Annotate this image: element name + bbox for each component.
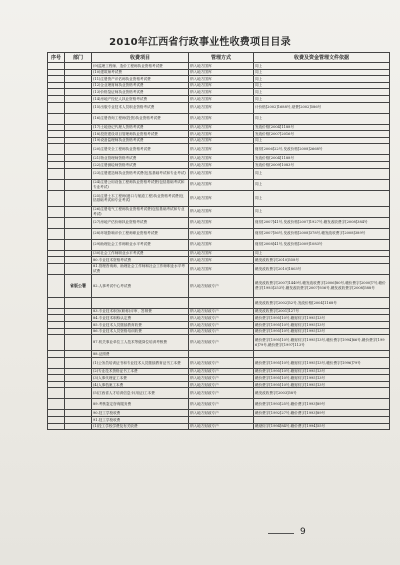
cell-no xyxy=(48,137,65,144)
table-row xyxy=(48,351,390,358)
cell-doc: 发改价格[2007]2016号 xyxy=(254,131,390,138)
cell-way: 纳入地方国库 xyxy=(189,206,254,217)
cell-way: 纳入地方国库 xyxy=(189,250,254,257)
cell-doc: 同上 xyxy=(254,168,390,179)
cell-no xyxy=(48,113,65,124)
cell-way: 纳入地方财政专户 xyxy=(189,315,254,322)
cell-way: 纳入地方财政专户 xyxy=(189,357,254,368)
cell-dept xyxy=(65,76,92,83)
cell-doc: 同上 xyxy=(254,190,390,206)
cell-dept xyxy=(65,410,92,417)
table-row xyxy=(48,321,390,328)
cell-way: 纳入地方财政专户 xyxy=(189,328,254,335)
cell-way: 纳入地方国库 xyxy=(189,113,254,124)
cell-doc: 赣发改收费字[2001]127号 xyxy=(254,308,390,315)
cell-no xyxy=(48,328,65,335)
page-number-rule xyxy=(268,533,294,534)
cell-doc: 赣价费字[1995]10号,赣财综字[1995]13号,赣价费字[1996]79号 xyxy=(254,357,390,368)
cell-dept xyxy=(65,308,92,315)
cell-doc: 同上 xyxy=(254,82,390,89)
cell-dept xyxy=(65,417,92,424)
cell-no xyxy=(48,102,65,113)
cell-dept xyxy=(65,69,92,76)
cell-way: 纳入地方国库 xyxy=(189,155,254,162)
cell-dept xyxy=(65,206,92,217)
cell-item: (24)注册公用设备工程师执业资格考试费(包括基础考试和专业考试) xyxy=(92,179,189,190)
cell-doc: 赣发改收费字[2007]1449号,赣发改收费字[2006]80号,赣价费字[2000]7号,赣价费字[1993]253号,赣发改收费字[2007]936号,赣发改收费字[2008]588号 xyxy=(254,274,390,297)
cell-dept xyxy=(65,124,92,131)
cell-way: 纳入地方财政专户 xyxy=(189,368,254,375)
cell-no xyxy=(48,69,65,76)
table-row xyxy=(48,82,390,89)
table-row xyxy=(48,410,390,417)
cell-dept xyxy=(65,357,92,368)
table-body xyxy=(48,63,390,430)
cell-way: 纳入地方国库 xyxy=(189,179,254,190)
cell-item: 84.专业技术职称认定费 xyxy=(92,315,189,322)
cell-item: (17)土地登记代理人资格考试费 xyxy=(92,124,189,131)
table-row xyxy=(48,168,390,179)
cell-dept xyxy=(65,63,92,70)
cell-no xyxy=(48,82,65,89)
cell-item: (19)设备监理师执业资格考试费 xyxy=(92,137,189,144)
cell-way: 纳入地方国库 xyxy=(189,239,254,250)
table-row xyxy=(48,124,390,131)
cell-no xyxy=(48,297,65,308)
header-no: 序号 xyxy=(48,53,65,63)
table-row xyxy=(48,274,390,297)
cell-doc: 赣发改收费字[2010]558号 xyxy=(254,257,390,264)
cell-way: 纳入地方国库 xyxy=(189,63,254,70)
cell-no xyxy=(48,274,65,297)
cell-way: 纳入地方财政专户 xyxy=(189,375,254,382)
cell-item: (10)建筑师考试费 xyxy=(92,69,189,76)
table-row xyxy=(48,368,390,375)
cell-doc: 发改价格[2009]1083号 xyxy=(254,161,390,168)
cell-no xyxy=(48,228,65,239)
cell-item: (21)物业管理师资格考试费 xyxy=(92,155,189,162)
cell-doc: 同上 xyxy=(254,95,390,102)
cell-item: 91.技工学校收费 xyxy=(92,417,189,424)
cell-doc: 同上 xyxy=(254,250,390,257)
table-row xyxy=(48,89,390,96)
cell-doc: 同上 xyxy=(254,76,390,83)
cell-way: 纳入地方财政专户 xyxy=(189,410,254,417)
cell-item: (18)投资建设项目管理师执业资格考试费 xyxy=(92,131,189,138)
cell-item: (26)注册电气工程师执业资格考试费(包括基础考试和专业考试) xyxy=(92,206,189,217)
cell-item: (25)注册土木工程师(港口与航道工程)执业资格考试费(包括基础考试和专业考试) xyxy=(92,190,189,206)
cell-doc: 赣价费字[1995]10号,赣财综字[1995]13号 xyxy=(254,368,390,375)
cell-dept xyxy=(65,155,92,162)
table-row xyxy=(48,190,390,206)
table-row xyxy=(48,417,390,424)
cell-item: (30)社会工作师职业水平考试费 xyxy=(92,250,189,257)
cell-item: (29)助理社会工作师职业水平考试费 xyxy=(92,239,189,250)
cell-way: 纳入地方财政专户 xyxy=(189,335,254,351)
cell-way: 纳入地方国库 xyxy=(189,82,254,89)
cell-dept xyxy=(65,250,92,257)
table-row xyxy=(48,308,390,315)
cell-dept xyxy=(65,239,92,250)
cell-dept xyxy=(65,368,92,375)
cell-item: 88.证照费 xyxy=(92,351,189,358)
cell-dept xyxy=(65,217,92,228)
cell-no xyxy=(48,206,65,217)
header-way: 管理方式 xyxy=(189,53,254,63)
cell-dept xyxy=(65,381,92,388)
cell-way: 纳入地方国库 xyxy=(189,263,254,274)
cell-dept xyxy=(65,388,92,399)
cell-way: 纳入地方国库 xyxy=(189,190,254,206)
table-row xyxy=(48,315,390,322)
cell-item: 82.人事考试中心考试费 xyxy=(92,274,189,297)
table-row xyxy=(48,328,390,335)
cell-dept xyxy=(65,315,92,322)
cell-no xyxy=(48,257,65,264)
cell-doc: 赣价费字[1995]10号,赣财综字[1995]13号 xyxy=(254,381,390,388)
cell-doc: 同上 xyxy=(254,63,390,70)
cell-no xyxy=(48,357,65,368)
cell-way: 纳入地方国库 xyxy=(189,257,254,264)
cell-way: 纳入地方国库 xyxy=(189,228,254,239)
cell-item: (20)注册安全工程师执业资格考试费 xyxy=(92,144,189,155)
cell-doc: 赣发改收费字[2003]58号 xyxy=(254,388,390,399)
cell-item: (28)环境影响评价工程师职业资格考试费 xyxy=(92,228,189,239)
cell-dept xyxy=(65,321,92,328)
cell-no xyxy=(48,63,65,70)
cell-item xyxy=(92,297,189,308)
cell-no xyxy=(48,417,65,424)
table-row xyxy=(48,388,390,399)
cell-dept xyxy=(65,257,92,264)
cell-no xyxy=(48,263,65,274)
cell-no xyxy=(48,351,65,358)
cell-way: 纳入地方国库 xyxy=(189,144,254,155)
cell-doc: 赣价费字[1992]27号,赣价费字[1993]89号 xyxy=(254,410,390,417)
cell-dept xyxy=(65,113,92,124)
cell-no xyxy=(48,161,65,168)
cell-item: (2)专业技术资格证书工本费 xyxy=(92,368,189,375)
cell-way: 纳入地方国库 xyxy=(189,168,254,179)
cell-item: (13)价格鉴证师执业资格考试费 xyxy=(92,89,189,96)
cell-no xyxy=(48,321,65,328)
cell-no xyxy=(48,381,65,388)
cell-item: (15)出版专业技术人员职业资格考试费 xyxy=(92,102,189,113)
table-row xyxy=(48,399,390,410)
cell-no xyxy=(48,168,65,179)
cell-dept xyxy=(65,89,92,96)
cell-no xyxy=(48,308,65,315)
cell-no xyxy=(48,217,65,228)
table-row xyxy=(48,381,390,388)
cell-dept xyxy=(65,328,92,335)
cell-item: 83.专业技术职务(职称)评审、答辩费 xyxy=(92,308,189,315)
table-row xyxy=(48,102,390,113)
table-row xyxy=(48,206,390,217)
cell-no xyxy=(48,388,65,399)
cell-dept xyxy=(65,375,92,382)
cell-no xyxy=(48,124,65,131)
cell-doc: 发改价格[2004]1188号 xyxy=(254,155,390,162)
cell-way: 纳入地方国库 xyxy=(189,76,254,83)
cell-dept xyxy=(65,399,92,410)
cell-way: 纳入地方国库 xyxy=(189,69,254,76)
cell-dept xyxy=(65,131,92,138)
cell-dept xyxy=(65,161,92,168)
cell-item: 89.考核鉴定咨询服务费 xyxy=(92,399,189,410)
cell-way: 纳入地方国库 xyxy=(189,89,254,96)
cell-item: (22)注册测绘师资格考试费 xyxy=(92,161,189,168)
cell-no xyxy=(48,144,65,155)
cell-dept xyxy=(65,423,92,430)
cell-doc: 赣发改收费字[2010]1803号 xyxy=(254,263,390,274)
cell-item: (23)注册建造师执业资格考试费(包括基础考试和专业考试) xyxy=(92,168,189,179)
table-row xyxy=(48,423,390,430)
cell-doc: 财综[2007]56号,发改价格[2008]378号,赣发改收费字[2008]389号 xyxy=(254,228,390,239)
cell-way: 纳入地方财政专户 xyxy=(189,388,254,399)
cell-item: (4)人事档案工本费 xyxy=(92,381,189,388)
cell-way: 纳入地方财政专户 xyxy=(189,274,254,297)
cell-no xyxy=(48,95,65,102)
cell-doc: 同上 xyxy=(254,206,390,217)
cell-doc: 同上 xyxy=(254,179,390,190)
cell-way xyxy=(189,351,254,358)
cell-item: 90.技工学校收费 xyxy=(92,410,189,417)
page-title: 2010年江西省行政事业性收费项目目录 xyxy=(109,37,291,48)
cell-no xyxy=(48,131,65,138)
cell-way: 纳入地方国库 xyxy=(189,161,254,168)
cell-dept xyxy=(65,297,92,308)
cell-dept xyxy=(65,351,92,358)
cell-way: 纳入地方国库 xyxy=(189,102,254,113)
cell-item: (5)江西省人才培训信息卡(用证)工本费 xyxy=(92,388,189,399)
cell-dept xyxy=(65,190,92,206)
cell-doc: 计价格[2002]1688号,财费[2002]586号 xyxy=(254,102,390,113)
cell-way: 纳入地方财政专户 xyxy=(189,321,254,328)
cell-way xyxy=(189,417,254,424)
cell-item: 85.专业技术人员继续教育收费 xyxy=(92,321,189,328)
cell-dept xyxy=(65,144,92,155)
cell-dept xyxy=(65,263,92,274)
cell-doc xyxy=(254,351,390,358)
table-row xyxy=(48,179,390,190)
cell-item: (11)注册资产评估师执业资格考试费 xyxy=(92,76,189,83)
cell-doc: 赣发改收费字[2002]52号,发改价格[2004]1168号 xyxy=(254,297,390,308)
cell-way: 纳入地方国库 xyxy=(189,217,254,228)
cell-item: 80.专业技术资格考试费 xyxy=(92,257,189,264)
table-row xyxy=(48,228,390,239)
cell-doc: 同上 xyxy=(254,89,390,96)
fee-table xyxy=(47,52,390,430)
cell-dept xyxy=(65,95,92,102)
cell-dept-label: 省版公署 xyxy=(65,274,92,297)
cell-no xyxy=(48,368,65,375)
cell-item: 86.专业技术人员资格培训收费 xyxy=(92,328,189,335)
cell-no xyxy=(48,335,65,351)
cell-no xyxy=(48,423,65,430)
cell-no xyxy=(48,315,65,322)
cell-way: 纳入地方国库 xyxy=(189,124,254,131)
cell-dept xyxy=(65,168,92,179)
cell-doc: 赣价费字[1995]10号,赣财综字[1995]13号 xyxy=(254,321,390,328)
cell-doc: 同上 xyxy=(254,69,390,76)
table-row xyxy=(48,131,390,138)
cell-dept xyxy=(65,82,92,89)
cell-doc: 同上 xyxy=(254,113,390,124)
cell-no xyxy=(48,399,65,410)
cell-no xyxy=(48,155,65,162)
table-row xyxy=(48,155,390,162)
cell-dept xyxy=(65,335,92,351)
cell-dept xyxy=(65,137,92,144)
cell-no xyxy=(48,250,65,257)
cell-way: 纳入地方国库 xyxy=(189,95,254,102)
table-row xyxy=(48,297,390,308)
cell-no xyxy=(48,410,65,417)
cell-way: 纳入地方财政专户 xyxy=(189,399,254,410)
header-doc: 收费及资金管理文件依据 xyxy=(254,53,390,63)
table-row xyxy=(48,375,390,382)
table-row xyxy=(48,335,390,351)
cell-no xyxy=(48,89,65,96)
cell-no xyxy=(48,179,65,190)
cell-item: (16)注册咨询工程师(投资)执业资格考试费 xyxy=(92,113,189,124)
cell-dept xyxy=(65,228,92,239)
table-row xyxy=(48,63,390,70)
cell-doc: 赣价费字[1995]10号,赣财综字[1995]13号 xyxy=(254,375,390,382)
cell-item: (9)监理工程师、造价工程师执业资格考试费 xyxy=(92,63,189,70)
cell-doc: 赣价费字[1993]25号,赣价费字[1993]89号 xyxy=(254,399,390,410)
table-row xyxy=(48,357,390,368)
cell-way: 纳入地方财政专户 xyxy=(189,308,254,315)
header-item: 收费项目 xyxy=(92,53,189,63)
cell-doc xyxy=(254,417,390,424)
cell-doc: 发改价格[2004]1188号 xyxy=(254,124,390,131)
table-row xyxy=(48,257,390,264)
cell-dept xyxy=(65,102,92,113)
cell-no xyxy=(48,76,65,83)
table-row xyxy=(48,137,390,144)
cell-item: (3)人事代理证工本费 xyxy=(92,375,189,382)
cell-doc: 赣价费字[1995]10号,赣财综字[1995]13号,赣价费字[1994]66号,赣价费字[1996]79号,赣价费字[1997]113号 xyxy=(254,335,390,351)
cell-item: (27)房地产估价师执业资格考试费 xyxy=(92,217,189,228)
cell-doc: 赣财综字[1994]84号,赣价费字[1994]55号 xyxy=(254,423,390,430)
cell-way: 纳入地方国库 xyxy=(189,137,254,144)
table-header-row xyxy=(48,53,390,63)
cell-doc: 赣价费字[1995]10号,赣财综字[1995]13号 xyxy=(254,315,390,322)
cell-item: (1)公务员培训证书和专业技术人员继续教育证书工本费 xyxy=(92,357,189,368)
cell-item: (14)房地产经纪人执业资格考试费 xyxy=(92,95,189,102)
table-row xyxy=(48,263,390,274)
cell-doc: 财综[2006]22号,发改价格[2008]2668号 xyxy=(254,144,390,155)
table-row xyxy=(48,250,390,257)
cell-doc: 赣价费字[1995]10号,赣财综字[1995]13号 xyxy=(254,328,390,335)
cell-no xyxy=(48,375,65,382)
cell-way: 纳入地方国库 xyxy=(189,131,254,138)
page-number: 9 xyxy=(300,527,306,537)
cell-item: (1)技工学校学费及有关收费 xyxy=(92,423,189,430)
table-row xyxy=(48,95,390,102)
table-row xyxy=(48,69,390,76)
cell-doc: 财综[2007]41号,发改价格[2007]1927号,赣发改收费字[2008]384号 xyxy=(254,217,390,228)
cell-doc: 同上 xyxy=(254,137,390,144)
cell-way: 纳入地方财政专户 xyxy=(189,381,254,388)
header-dept: 部门 xyxy=(65,53,92,63)
cell-dept xyxy=(65,179,92,190)
cell-no xyxy=(48,190,65,206)
cell-way xyxy=(189,297,254,308)
cell-no xyxy=(48,239,65,250)
cell-item: 81.管理咨询师、助理社会工作师和社会工作师职业水平考试费 xyxy=(92,263,189,274)
cell-way: 纳入地方财政专户 xyxy=(189,423,254,430)
cell-doc: 财综[2008]41号,发改价格[2009]1083号 xyxy=(254,239,390,250)
table-row xyxy=(48,161,390,168)
table-row xyxy=(48,217,390,228)
table-row xyxy=(48,144,390,155)
table-row xyxy=(48,76,390,83)
table-row xyxy=(48,239,390,250)
table-row xyxy=(48,113,390,124)
cell-item: 87.机关事业单位工人技术等级岗位培训考核费 xyxy=(92,335,189,351)
cell-item: (12)企业理财师执业资格考试费 xyxy=(92,82,189,89)
